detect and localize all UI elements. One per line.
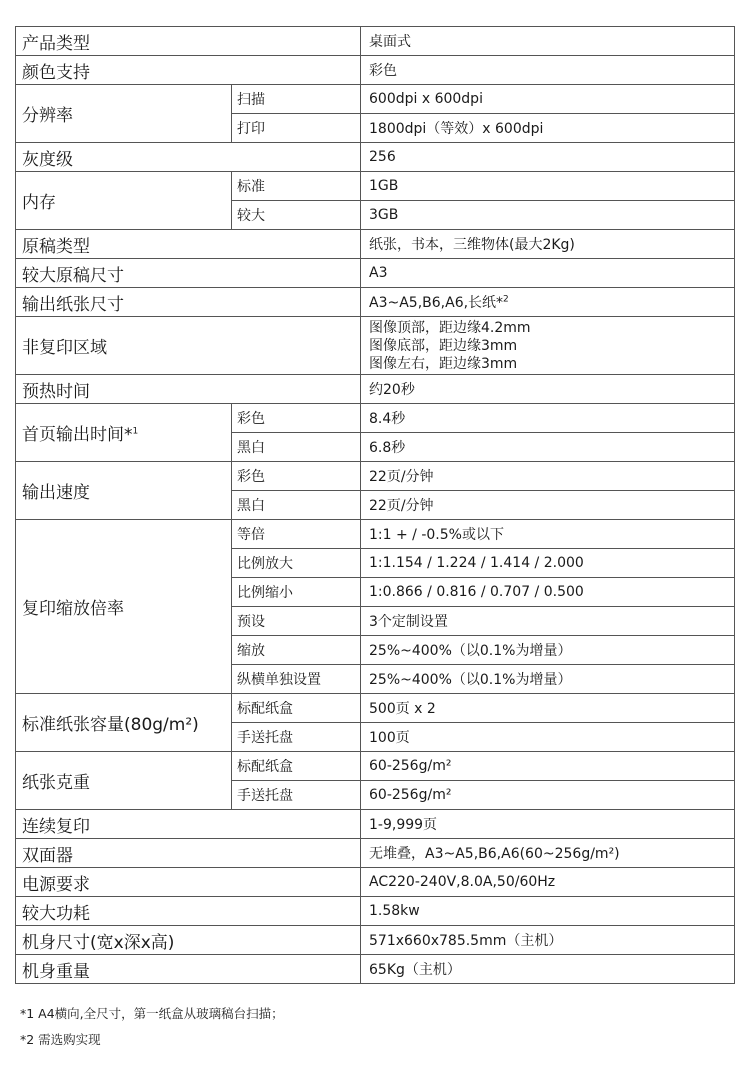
value-zoom-same: 1:1 + / -0.5%或以下 [361,520,735,549]
row-continuous [16,810,735,839]
sub-capacity-bypass: 手送托盘 [232,723,361,752]
sub-paper-weight-tray: 标配纸盒 [232,752,361,781]
value-output-paper [361,288,735,317]
label-zoom: 复印缩放倍率 [16,520,232,694]
label-continuous: 连续复印 [16,810,361,839]
value-color-support: 彩色 [361,56,735,85]
spec-table [15,26,735,984]
row-max-original [16,259,735,288]
value-capacity-tray: 500页 x 2 [361,694,735,723]
value-scan: 600dpi x 600dpi [361,85,735,114]
value-duplex: 无堆叠，A3~A5,B6,A6(60~256g/m²) [361,839,735,868]
value-product-type: 桌面式 [361,27,735,56]
row-color-support [16,56,735,85]
label-first-out [16,404,232,462]
label-duplex: 双面器 [16,839,361,868]
value-paper-weight-tray: 60-256g/m² [361,752,735,781]
value-memory-max: 3GB [361,201,735,230]
value-speed-color: 22页/分钟 [361,462,735,491]
row-warmup [16,375,735,404]
row-non-copy [16,317,735,375]
value-first-bw: 6.8秒 [361,433,735,462]
value-first-color: 8.4秒 [361,404,735,433]
value-paper-weight-bypass: 60-256g/m² [361,781,735,810]
sub-first-bw: 黑白 [232,433,361,462]
value-original-type: 纸张，书本，三维物体(最大2Kg) [361,230,735,259]
footnote-1: *1 A4横向,全尺寸，第一纸盒从玻璃稿台扫描； [20,1006,284,1021]
value-speed-bw: 22页/分钟 [361,491,735,520]
sub-memory-max: 较大 [232,201,361,230]
label-warmup: 预热时间 [16,375,361,404]
row-consumption [16,897,735,926]
value-zoom-scale: 25%~400%（以0.1%为增量） [361,636,735,665]
label-power: 电源要求 [16,868,361,897]
row-power [16,868,735,897]
label-weight: 机身重量 [16,955,361,984]
sub-zoom-reduce: 比例缩小 [232,578,361,607]
row-speed-color [16,462,735,491]
label-gray: 灰度级 [16,143,361,172]
value-zoom-enlarge: 1:1.154 / 1.224 / 1.414 / 2.000 [361,549,735,578]
row-output-paper [16,288,735,317]
value-zoom-xy: 25%~400%（以0.1%为增量） [361,665,735,694]
row-resolution-scan [16,85,735,114]
label-original-type: 原稿类型 [16,230,361,259]
value-print: 1800dpi（等效）x 600dpi [361,114,735,143]
footnote-mark-2: 2 [503,294,509,305]
row-duplex [16,839,735,868]
sub-capacity-tray: 标配纸盒 [232,694,361,723]
sub-zoom-same: 等倍 [232,520,361,549]
value-memory-std: 1GB [361,172,735,201]
sub-paper-weight-bypass: 手送托盘 [232,781,361,810]
value-gray: 256 [361,143,735,172]
label-resolution: 分辨率 [16,85,232,143]
label-product-type: 产品类型 [16,27,361,56]
row-original-type [16,230,735,259]
label-color-support: 颜色支持 [16,56,361,85]
sub-zoom-scale: 缩放 [232,636,361,665]
value-zoom-reduce: 1:0.866 / 0.816 / 0.707 / 0.500 [361,578,735,607]
row-dimensions [16,926,735,955]
sub-print: 打印 [232,114,361,143]
label-paper-weight: 纸张克重 [16,752,232,810]
label-non-copy: 非复印区域 [16,317,361,375]
value-continuous: 1-9,999页 [361,810,735,839]
label-output-paper: 输出纸张尺寸 [16,288,361,317]
footnote-2: *2 需选购实现 [20,1032,101,1047]
value-capacity-bypass: 100页 [361,723,735,752]
sub-speed-color: 彩色 [232,462,361,491]
sub-speed-bw: 黑白 [232,491,361,520]
value-dimensions: 571x660x785.5mm（主机） [361,926,735,955]
row-memory-std [16,172,735,201]
value-weight: 65Kg（主机） [361,955,735,984]
footnote-mark-1: 1 [132,426,139,437]
sub-memory-std: 标准 [232,172,361,201]
row-product-type [16,27,735,56]
row-first-out-color [16,404,735,433]
sub-scan: 扫描 [232,85,361,114]
row-capacity-tray [16,694,735,723]
row-zoom-same [16,520,735,549]
row-weight [16,955,735,984]
label-speed: 输出速度 [16,462,232,520]
label-max-original: 较大原稿尺寸 [16,259,361,288]
label-first-out-text: 首页输出时间* [22,425,133,445]
row-gray [16,143,735,172]
value-power: AC220-240V,8.0A,50/60Hz [361,868,735,897]
value-zoom-preset: 3个定制设置 [361,607,735,636]
value-non-copy: 图像顶部，距边缘4.2mm 图像底部，距边缘3mm 图像左右，距边缘3mm [361,317,735,375]
label-dimensions: 机身尺寸(宽x深x高) [16,926,361,955]
label-memory: 内存 [16,172,232,230]
value-warmup: 约20秒 [361,375,735,404]
sub-zoom-preset: 预设 [232,607,361,636]
label-consumption: 较大功耗 [16,897,361,926]
label-capacity: 标准纸张容量(80g/m²) [16,694,232,752]
row-paper-weight-tray [16,752,735,781]
sub-first-color: 彩色 [232,404,361,433]
value-output-paper-text: A3~A5,B6,A6,长纸* [369,295,504,311]
sub-zoom-xy: 纵横单独设置 [232,665,361,694]
value-consumption: 1.58kw [361,897,735,926]
value-max-original: A3 [361,259,735,288]
sub-zoom-enlarge: 比例放大 [232,549,361,578]
